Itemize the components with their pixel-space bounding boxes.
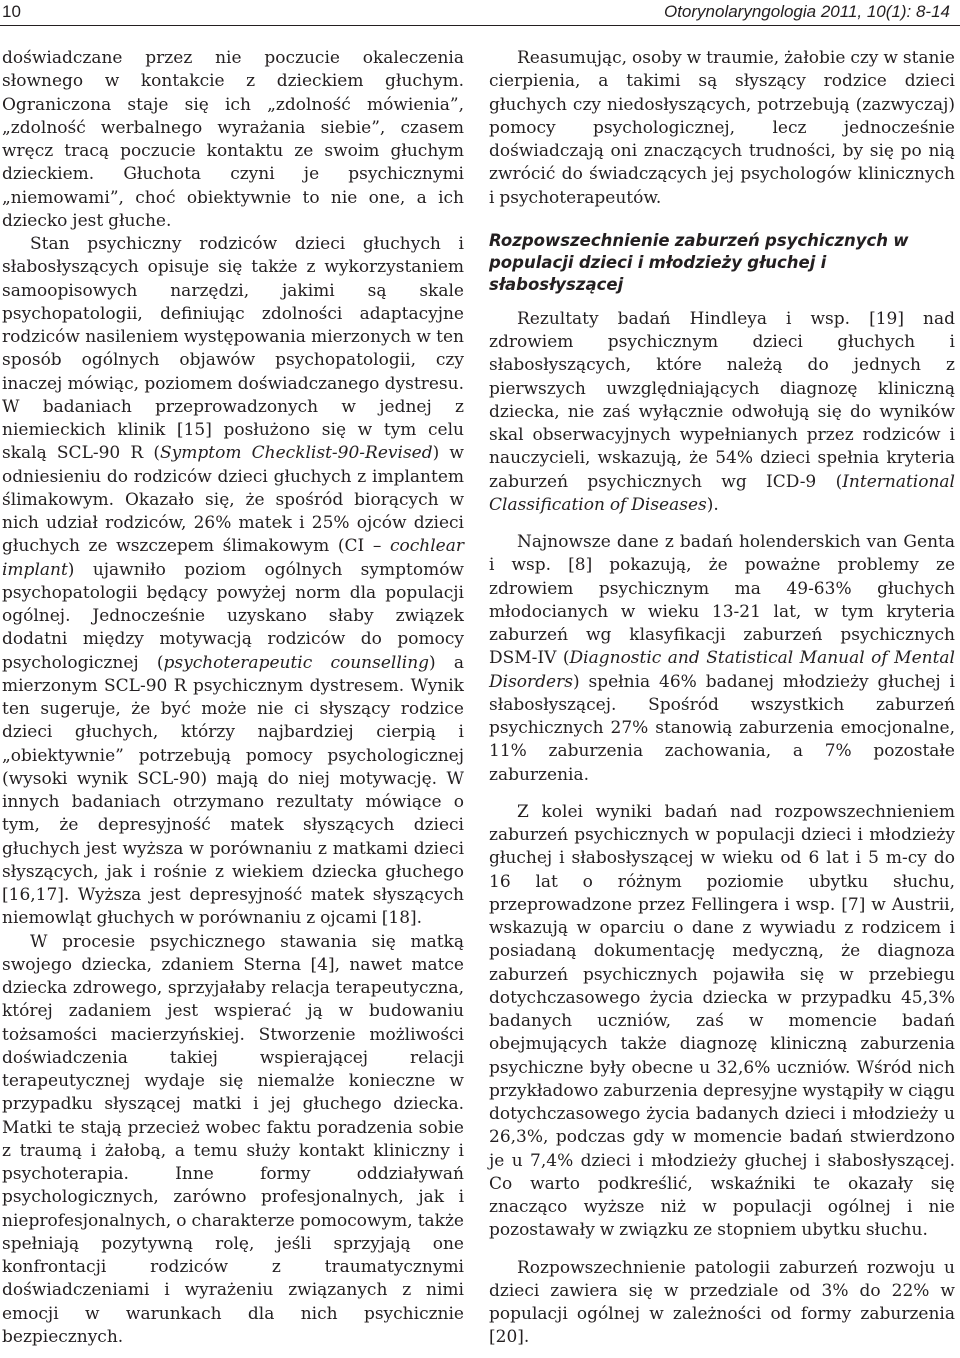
header-rule	[0, 25, 960, 26]
page-number: 10	[2, 2, 21, 21]
term-icd: International Classification of Diseases	[489, 471, 955, 515]
paragraph: W procesie psychicznego stawania się matką swojego dziecka, zdaniem Sterna [4], nawet matce dziecka zdrowego, sprzyjałaby relacja terapeutyczna, której zadaniem jest wspierać ją w budowaniu tożsamości macierzyńskiej. Stworzenie możliwości doświadczenia takiej wspierającej relacji terapeutycznej wydaje się niemalże konieczne w przypadku słyszącej matki i jej głuchego dziecka. Matki te stają przecież wobec faktu poradzenia sobie z traumą i żałobą, a temu służy kontakt kliniczny i psychoterapia. Inne formy oddziaływań psychologicznych, zarówno profesjonalnych, jak i nieprofesjonalnych, o charakterze pomocowym, także spełniają pozytywną rolę, jeśli sprzyjają one konfrontacji rodziców z traumatycznymi doświadczeniami i wyrażeniu związanych z nimi emocji w warunkach dla nich psychicznie bezpiecznych.	[2, 931, 464, 1347]
paragraph: Reasumując, osoby w traumie, żałobie czy w stanie cierpienia, a takimi są słyszący rodzice dzieci głuchych czy niedosłyszących, potrzebują (zazwyczaj) pomocy psychologicznej, lecz jednocześnie doświadczają oni znaczących trudności, by się po nią zwrócić do świadczących jej psychologów klinicznych i psychoterapeutów.	[489, 48, 955, 208]
section-heading: Rozpowszechnienie zaburzeń psychicznych w populacji dzieci i młodzieży głuchej i słabosłyszącej	[489, 230, 909, 294]
paragraph: Rezultaty badań Hindleya i wsp. [19] nad zdrowiem psychicznym dzieci głuchych i słabosłyszących, które należą do jednych z pierwszych uwzględniających diagnozę kliniczną dziecka, nie zaś wyłącznie odwołują się do wyników skal obserwacyjnych wypełnianych przez rodziców i nauczycieli, wskazują, że 54% dzieci spełnia kryteria zaburzeń psychicznych wg ICD-9 (International Classification of Diseases).	[489, 308, 955, 515]
term-scl: Symptom Checklist-90-Revised	[160, 443, 433, 464]
paragraph: doświadczane przez nie poczucie okaleczenia słownego w kontakcie z dzieckiem głuchym. Ograniczona staje się ich „zdolność mówienia”, „zdolność werbalnego wyrażania siebie”, czasem wręcz tracą poczucie kontaktu ze swoim głuchym dzieckiem. Głuchota czyni je psychicznymi „niemowami”, choć obiektywnie to nie one, a ich dziecko jest głuche.	[2, 48, 464, 231]
term-counselling: psychoterapeutic counselling	[163, 652, 430, 673]
paragraph: Najnowsze dane z badań holenderskich van Genta i wsp. [8] pokazują, że poważne problemy ze zdrowiem psychicznym ma 49-63% głuchych młodocianych w wieku 13-21 lat, w tym kryteria zaburzeń wg klasyfikacji zaburzeń psychicznych DSM-IV (Diagnostic and Statistical Manual of Mental Disorders) spełnia 46% badanej młodzieży głuchej i słabosłyszącej. Spośród wszystkich zaburzeń psychicznych 27% stanowią zaburzenia emocjonalne, 11% zaburzenia zachowania, a 7% pozostałe zaburzenia.	[489, 532, 955, 785]
term-ci: cochlear implant	[2, 536, 464, 580]
paragraph: Stan psychiczny rodziców dzieci głuchych i słabosłyszących opisuje się także z wykorzystaniem samoopisowych narzędzi, jakimi są skale psychopatologii, definiując zdolności adaptacyjne rodziców nasileniem występowania mierzonych w ten sposób ogólnych objawów psychopatologii, czy inaczej mówiąc, poziomem doświadczanego dystresu. W badaniach przeprowadzonych w jednej z niemieckich klinik [15] posłużono się w tym celu skalą SCL-90 R (Symptom Checklist-90-Revised) w odniesieniu do rodziców dzieci głuchych z implantem ślimakowym. Okazało się, że spośród biorących w nich udział rodziców, 26% matek i 25% ojców dzieci głuchych ze wszczepem ślimakowym (CI – cochlear implant) ujawniło poziom ogólnych symptomów psychopatologii będący powyżej norm dla populacji ogólnej. Jednocześnie uzyskano słaby związek dodatni między motywacją rodziców do pomocy psychologicznej (psychoterapeutic counselling) a mierzonym SCL-90 R psychicznym dystresem. Wynik ten sugeruje, że być może nie ci słyszący rodzice dzieci głuchych, którzy najbardziej cierpią i „obiektywnie” potrzebują pomocy psychologicznej (wysoki wynik SCL-90) mają do niej motywację. W innych badaniach otrzymano rezultaty mówiące o tym, że depresyjność matek słyszących dzieci głuchych jest wyższa w porównaniu z matkami dzieci słyszących, jak i rośnie z wiekiem dziecka głuchego [16,17]. Wyższa jest depresyjność matek słyszących niemowląt głuchych w porównaniu z ojcami [18].	[2, 234, 464, 929]
paragraph: Z kolei wyniki badań nad rozpowszechnieniem zaburzeń psychicznych w populacji dzieci i młodzieży głuchej i słabosłyszącej w wieku od 6 lat i 5 m-cy do 16 lat o różnym poziomie ubytku słuchu, przeprowadzone przez Fellingera i wsp. [7] w Austrii, wskazują w oparciu o dane z wywiadu z rodzicem i posiadaną dokumentację medyczną, że diagnoza zaburzeń psychicznych pojawiła się w przebiegu dotychczasowego życia dziecka w przypadku 45,3% badanych uczniów, zaś w momencie badań obejmujących także diagnozę kliniczną zaburzenia psychiczne były obecne u 32,6% uczniów. Wśród nich przykładowo zaburzenia depresyjne wystąpiły w ciągu dotychczasowego życia badanych dzieci i młodzieży u 26,3%, podczas gdy w momencie badań stwierdzono je u 7,4% dzieci i młodzieży głuchej i słabosłyszącej. Co warto podkreślić, wskaźniki te okazały się znacząco wyższe niż w populacji ogólnej i nie pozostawały w związku ze stopniem ubytku słuchu.	[489, 801, 955, 1241]
paragraph: Rozpowszechnienie patologii zaburzeń rozwoju u dzieci zawiera się w przedziale od 3% do 22% w populacji ogólnej w zależności od formy zaburzenia [20].	[489, 1257, 955, 1348]
page-header	[0, 0, 960, 34]
right-column	[489, 47, 955, 1350]
journal-running-head: Otorynolaryngologia 2011, 10(1): 8-14	[663, 2, 950, 21]
term-dsm: Diagnostic and Statistical Manual of Mental Disorders	[489, 648, 955, 692]
left-column	[2, 47, 464, 1349]
